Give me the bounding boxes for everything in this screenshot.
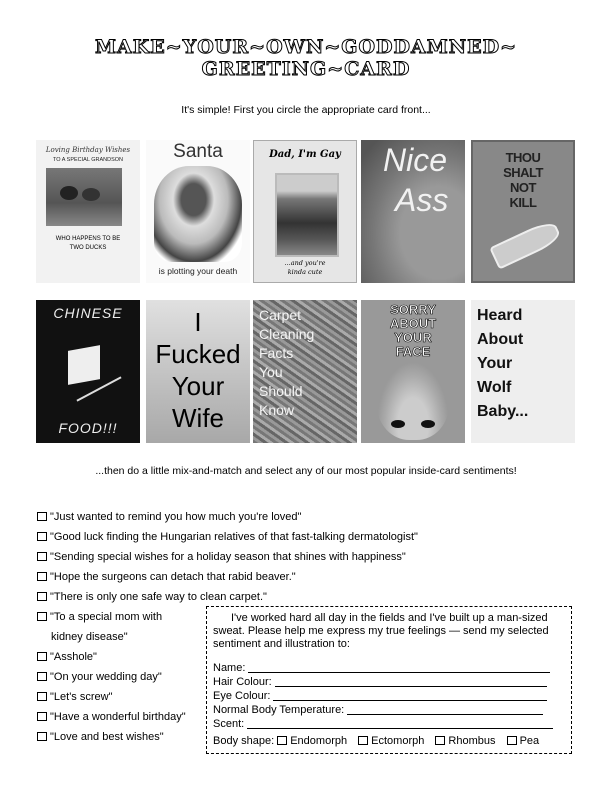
sentiment-item[interactable] xyxy=(37,510,301,524)
sentiment-text: "Just wanted to remind you how much you're loved" xyxy=(50,511,302,523)
card-santa[interactable] xyxy=(146,140,250,283)
name-field[interactable] xyxy=(213,662,550,675)
takeout-box-icon xyxy=(68,345,100,385)
checkbox-icon[interactable] xyxy=(37,612,47,621)
form-blurb: I've worked hard all day in the fields and I've built up a man-sized sweat. Please help me express my true feelings — send my selected sentiment and illustration to: xyxy=(213,612,549,650)
body-shape-option-ectomorph[interactable] xyxy=(358,735,424,747)
middle-text: ...then do a little mix-and-match and select any of our most popular inside-card sentiments! xyxy=(95,465,517,477)
option-label: Rhombus xyxy=(448,735,496,747)
title-line-2: GREETING~CARD xyxy=(201,58,411,80)
body-temp-field[interactable] xyxy=(213,704,543,717)
card-carpet-line1: Carpet xyxy=(259,307,302,323)
hair-colour-field[interactable] xyxy=(213,676,547,689)
nostril-icon xyxy=(421,420,435,428)
card-ducks-bottom-2: TWO DUCKS xyxy=(69,245,107,251)
body-temp-label: Normal Body Temperature: xyxy=(213,704,345,716)
card-santa-top: Santa xyxy=(173,141,223,162)
card-nice-line2: Ass xyxy=(395,182,449,218)
card-wife-text xyxy=(146,306,250,434)
title-line-1: MAKE~YOUR~OWN~GODDAMNED~ xyxy=(94,36,517,58)
sentiment-text: "Asshole" xyxy=(50,651,97,663)
card-dad-gay[interactable] xyxy=(253,140,357,283)
card-dad-bottom-2: kinda cute xyxy=(287,268,323,276)
card-chinese-bottom: FOOD!!! xyxy=(58,420,118,436)
scent-field[interactable] xyxy=(213,718,553,731)
card-wife-line3: Your xyxy=(171,371,225,401)
card-carpet-line2: Cleaning xyxy=(259,326,315,342)
card-carpet-text xyxy=(259,306,314,420)
sentiment-text: "Sending special wishes for a holiday season that shines with happiness" xyxy=(50,551,406,563)
scent-input-line[interactable] xyxy=(247,718,553,729)
sentiment-item[interactable] xyxy=(37,530,418,544)
card-carpet-line5: Should xyxy=(259,383,303,399)
eye-colour-input-line[interactable] xyxy=(273,690,547,701)
intro-text: It's simple! First you circle the appropriate card front... xyxy=(181,104,431,116)
card-ducks-top: Loving Birthday Wishes xyxy=(45,146,131,154)
card-sorry-line3: YOUR xyxy=(394,330,432,345)
duck-icon xyxy=(82,188,100,201)
checkbox-icon[interactable] xyxy=(37,512,47,521)
card-wolf-baby[interactable] xyxy=(471,300,575,443)
card-dad-bottom-1: ...and you're xyxy=(284,259,326,267)
checkbox-icon[interactable] xyxy=(507,736,517,745)
option-label: Pea xyxy=(519,735,540,747)
checkbox-icon[interactable] xyxy=(37,672,47,681)
body-shape-option-endomorph[interactable] xyxy=(277,735,347,747)
sentiment-text: "Love and best wishes" xyxy=(50,731,164,743)
sentiment-text: "Good luck finding the Hungarian relatives of that fast-talking dermatologist" xyxy=(50,531,418,543)
option-label: Endomorph xyxy=(290,735,348,747)
sentiment-item[interactable] xyxy=(37,690,112,704)
sentiment-text: "To a special mom with xyxy=(50,611,163,623)
card-thou-line4: KILL xyxy=(509,195,537,210)
card-fucked-wife[interactable] xyxy=(146,300,250,443)
card-thou-text xyxy=(473,150,573,210)
card-ducks-sub: TO A SPECIAL GRANDSON xyxy=(53,157,123,163)
checkbox-icon[interactable] xyxy=(37,552,47,561)
sentiment-text: kidney disease" xyxy=(51,631,128,643)
card-carpet[interactable] xyxy=(253,300,357,443)
card-wolf-line4: Wolf xyxy=(477,379,512,396)
checkbox-icon[interactable] xyxy=(37,732,47,741)
card-wolf-line2: About xyxy=(477,331,524,348)
card-wolf-line3: Your xyxy=(477,355,513,372)
card-thou-shalt[interactable] xyxy=(471,140,575,283)
checkbox-icon[interactable] xyxy=(435,736,445,745)
mountain-photo xyxy=(275,173,339,257)
card-carpet-line3: Facts xyxy=(259,345,294,361)
hair-colour-input-line[interactable] xyxy=(275,676,547,687)
card-thou-line2: SHALT xyxy=(503,165,543,180)
sentiment-text: "There is only one safe way to clean carpet." xyxy=(50,591,267,603)
checkbox-icon[interactable] xyxy=(37,532,47,541)
card-wolf-text xyxy=(477,304,528,424)
sentiment-item[interactable] xyxy=(37,710,186,724)
checkbox-icon[interactable] xyxy=(37,652,47,661)
card-chinese-food[interactable] xyxy=(36,300,140,443)
card-sorry-line1: SORRY xyxy=(390,302,436,317)
sentiment-item[interactable] xyxy=(37,590,267,604)
body-shape-group xyxy=(213,735,547,747)
sentiment-item[interactable] xyxy=(37,570,296,584)
card-wife-line2: Fucked xyxy=(155,339,241,369)
ducks-photo xyxy=(46,168,122,226)
order-form xyxy=(206,606,572,754)
card-dad-top: Dad, I'm Gay xyxy=(269,149,341,160)
body-shape-label: Body shape: xyxy=(213,735,275,747)
card-sorry-line2: ABOUT xyxy=(389,316,437,331)
sentiment-text: "Have a wonderful birthday" xyxy=(50,711,186,723)
checkbox-icon[interactable] xyxy=(277,736,287,745)
card-wolf-line1: Heard xyxy=(477,307,523,324)
card-wolf-line5: Baby... xyxy=(477,403,529,420)
sentiment-text: "Let's screw" xyxy=(50,691,113,703)
sentiment-text: "On your wedding day" xyxy=(50,671,162,683)
name-label: Name: xyxy=(213,662,246,674)
card-sorry-line4: FACE xyxy=(395,344,431,359)
checkbox-icon[interactable] xyxy=(37,712,47,721)
name-input-line[interactable] xyxy=(248,662,550,673)
hair-colour-label: Hair Colour: xyxy=(213,676,272,688)
scent-label: Scent: xyxy=(213,718,245,730)
card-nice-line1: Nice xyxy=(383,142,448,178)
sentiment-item[interactable] xyxy=(37,650,97,664)
page-title xyxy=(0,36,612,80)
checkbox-icon[interactable] xyxy=(358,736,368,745)
sentiment-item[interactable] xyxy=(37,730,164,744)
card-ducks-bottom-1: WHO HAPPENS TO BE xyxy=(55,236,121,242)
card-wife-line4: Wife xyxy=(172,403,224,433)
nose-image xyxy=(377,362,449,440)
checkbox-icon[interactable] xyxy=(37,592,47,601)
body-shape-option-rhombus[interactable] xyxy=(435,735,495,747)
sentiment-item[interactable] xyxy=(37,550,406,564)
card-chinese-top: CHINESE xyxy=(53,305,123,321)
card-nice-ass[interactable] xyxy=(361,140,465,283)
card-ducks[interactable] xyxy=(36,140,140,283)
card-sorry-face[interactable] xyxy=(361,300,465,443)
nostril-icon xyxy=(391,420,405,428)
eye-colour-field[interactable] xyxy=(213,690,547,703)
checkbox-icon[interactable] xyxy=(37,572,47,581)
card-santa-bottom: is plotting your death xyxy=(158,266,238,276)
checkbox-icon[interactable] xyxy=(37,692,47,701)
option-label: Ectomorph xyxy=(371,735,425,747)
eye-colour-label: Eye Colour: xyxy=(213,690,271,702)
card-thou-line1: THOU xyxy=(505,150,541,165)
sentiment-item-continued xyxy=(51,630,128,644)
sentiment-item[interactable] xyxy=(37,670,162,684)
sentiment-item[interactable] xyxy=(37,610,162,624)
body-temp-input-line[interactable] xyxy=(347,704,543,715)
jet-icon xyxy=(489,218,563,269)
sentiment-text: "Hope the surgeons can detach that rabid beaver." xyxy=(50,571,296,583)
santa-image xyxy=(154,166,242,262)
body-shape-option-pea[interactable] xyxy=(507,735,540,747)
card-carpet-line6: Know xyxy=(259,402,295,418)
duck-icon xyxy=(60,186,78,200)
card-wife-line1: I xyxy=(194,307,202,337)
card-sorry-text xyxy=(361,303,465,359)
card-thou-line3: NOT xyxy=(510,180,536,195)
card-carpet-line4: You xyxy=(259,364,283,380)
